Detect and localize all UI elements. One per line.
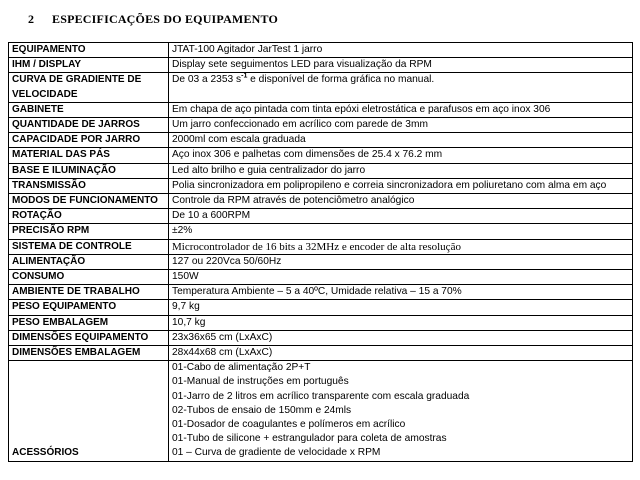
table-row bbox=[9, 148, 633, 163]
table-row bbox=[9, 346, 633, 361]
table-row bbox=[9, 73, 633, 102]
spec-value: Microcontrolador de 16 bits a 32MHz e encoder de alta resolução bbox=[169, 239, 633, 254]
table-row bbox=[9, 254, 633, 269]
spec-value: 2000ml com escala graduada bbox=[169, 133, 633, 148]
table-row bbox=[9, 133, 633, 148]
spec-label: BASE E ILUMINAÇÃO bbox=[9, 163, 169, 178]
spec-label: PRECISÃO RPM bbox=[9, 224, 169, 239]
spec-value: 150W bbox=[169, 270, 633, 285]
accessories-row bbox=[9, 361, 633, 461]
spec-value: 23x36x65 cm (LxAxC) bbox=[169, 330, 633, 345]
accessories-label: ACESSÓRIOS bbox=[9, 361, 169, 461]
spec-label: GABINETE bbox=[9, 102, 169, 117]
table-row bbox=[9, 300, 633, 315]
table-row bbox=[9, 102, 633, 117]
spec-label: PESO EQUIPAMENTO bbox=[9, 300, 169, 315]
table-row bbox=[9, 163, 633, 178]
section-number: 2 bbox=[28, 12, 35, 26]
spec-label: SISTEMA DE CONTROLE bbox=[9, 239, 169, 254]
spec-label: MODOS DE FUNCIONAMENTO bbox=[9, 194, 169, 209]
spec-label: MATERIAL DAS PÁS bbox=[9, 148, 169, 163]
table-row bbox=[9, 330, 633, 345]
table-row bbox=[9, 270, 633, 285]
spec-value: Led alto brilho e guia centralizador do jarro bbox=[169, 163, 633, 178]
spec-label: AMBIENTE DE TRABALHO bbox=[9, 285, 169, 300]
list-item: 01-Manual de instruções em português bbox=[172, 376, 349, 388]
spec-value: Um jarro confeccionado em acrílico com parede de 3mm bbox=[169, 118, 633, 133]
table-row bbox=[9, 209, 633, 224]
gradient-range-text: De 03 a 2353 s bbox=[172, 74, 242, 86]
spec-value: ±2% bbox=[169, 224, 633, 239]
table-row bbox=[9, 43, 633, 58]
spec-value: De 10 a 600RPM bbox=[169, 209, 633, 224]
list-item: 01 – Curva de gradiente de velocidade x RPM bbox=[172, 447, 381, 459]
gradient-unit-exponent: -1 bbox=[241, 73, 248, 81]
spec-value: 28x44x68 cm (LxAxC) bbox=[169, 346, 633, 361]
spec-value: Temperatura Ambiente – 5 a 40ºC, Umidade relativa – 15 a 70% bbox=[169, 285, 633, 300]
spec-label: CONSUMO bbox=[9, 270, 169, 285]
spec-label: ROTAÇÃO bbox=[9, 209, 169, 224]
list-item: 01-Cabo de alimentação 2P+T bbox=[172, 362, 311, 374]
table-row bbox=[9, 285, 633, 300]
spec-label: CURVA DE GRADIENTE DE VELOCIDADE bbox=[9, 73, 169, 102]
spec-value: Controle da RPM através de potenciômetro analógico bbox=[169, 194, 633, 209]
spec-label: TRANSMISSÃO bbox=[9, 178, 169, 193]
section-title: ESPECIFICAÇÕES DO EQUIPAMENTO bbox=[52, 12, 279, 26]
spec-label: IHM / DISPLAY bbox=[9, 58, 169, 73]
table-row bbox=[9, 118, 633, 133]
spec-label: PESO EMBALAGEM bbox=[9, 315, 169, 330]
list-item: 02-Tubos de ensaio de 150mm e 24mls bbox=[172, 404, 352, 416]
spec-label: CAPACIDADE POR JARRO bbox=[9, 133, 169, 148]
spec-value: 10,7 kg bbox=[169, 315, 633, 330]
spec-value: Polia sincronizadora em polipropileno e correia sincronizadora em poliuretano com alma em aço bbox=[169, 178, 633, 193]
spec-value: Aço inox 306 e palhetas com dimensões de 25.4 x 76.2 mm bbox=[169, 148, 633, 163]
table-row bbox=[9, 194, 633, 209]
spec-value bbox=[169, 73, 633, 102]
spec-value: 127 ou 220Vca 50/60Hz bbox=[169, 254, 633, 269]
table-row bbox=[9, 315, 633, 330]
section-heading bbox=[28, 12, 278, 27]
spec-value: Em chapa de aço pintada com tinta epóxi eletrostática e parafusos em aço inox 306 bbox=[169, 102, 633, 117]
spec-label: DIMENSÕES EMBALAGEM bbox=[9, 346, 169, 361]
spec-value: Display sete seguimentos LED para visualização da RPM bbox=[169, 58, 633, 73]
spec-table bbox=[8, 42, 633, 462]
table-row bbox=[9, 239, 633, 254]
spec-label: EQUIPAMENTO bbox=[9, 43, 169, 58]
table-row bbox=[9, 58, 633, 73]
table-row bbox=[9, 224, 633, 239]
spec-value: 9,7 kg bbox=[169, 300, 633, 315]
spec-value: JTAT-100 Agitador JarTest 1 jarro bbox=[169, 43, 633, 58]
spec-label: QUANTIDADE DE JARROS bbox=[9, 118, 169, 133]
table-row bbox=[9, 178, 633, 193]
list-item: 01-Dosador de coagulantes e polímeros em acrílico bbox=[172, 419, 406, 431]
list-item: 01-Tubo de silicone + estrangulador para coleta de amostras bbox=[172, 433, 447, 445]
gradient-note-text: e disponível de forma gráfica no manual. bbox=[247, 74, 435, 86]
spec-label: DIMENSÕES EQUIPAMENTO bbox=[9, 330, 169, 345]
accessories-list bbox=[169, 361, 633, 461]
spec-label: ALIMENTAÇÃO bbox=[9, 254, 169, 269]
list-item: 01-Jarro de 2 litros em acrílico transparente com escala graduada bbox=[172, 390, 470, 402]
